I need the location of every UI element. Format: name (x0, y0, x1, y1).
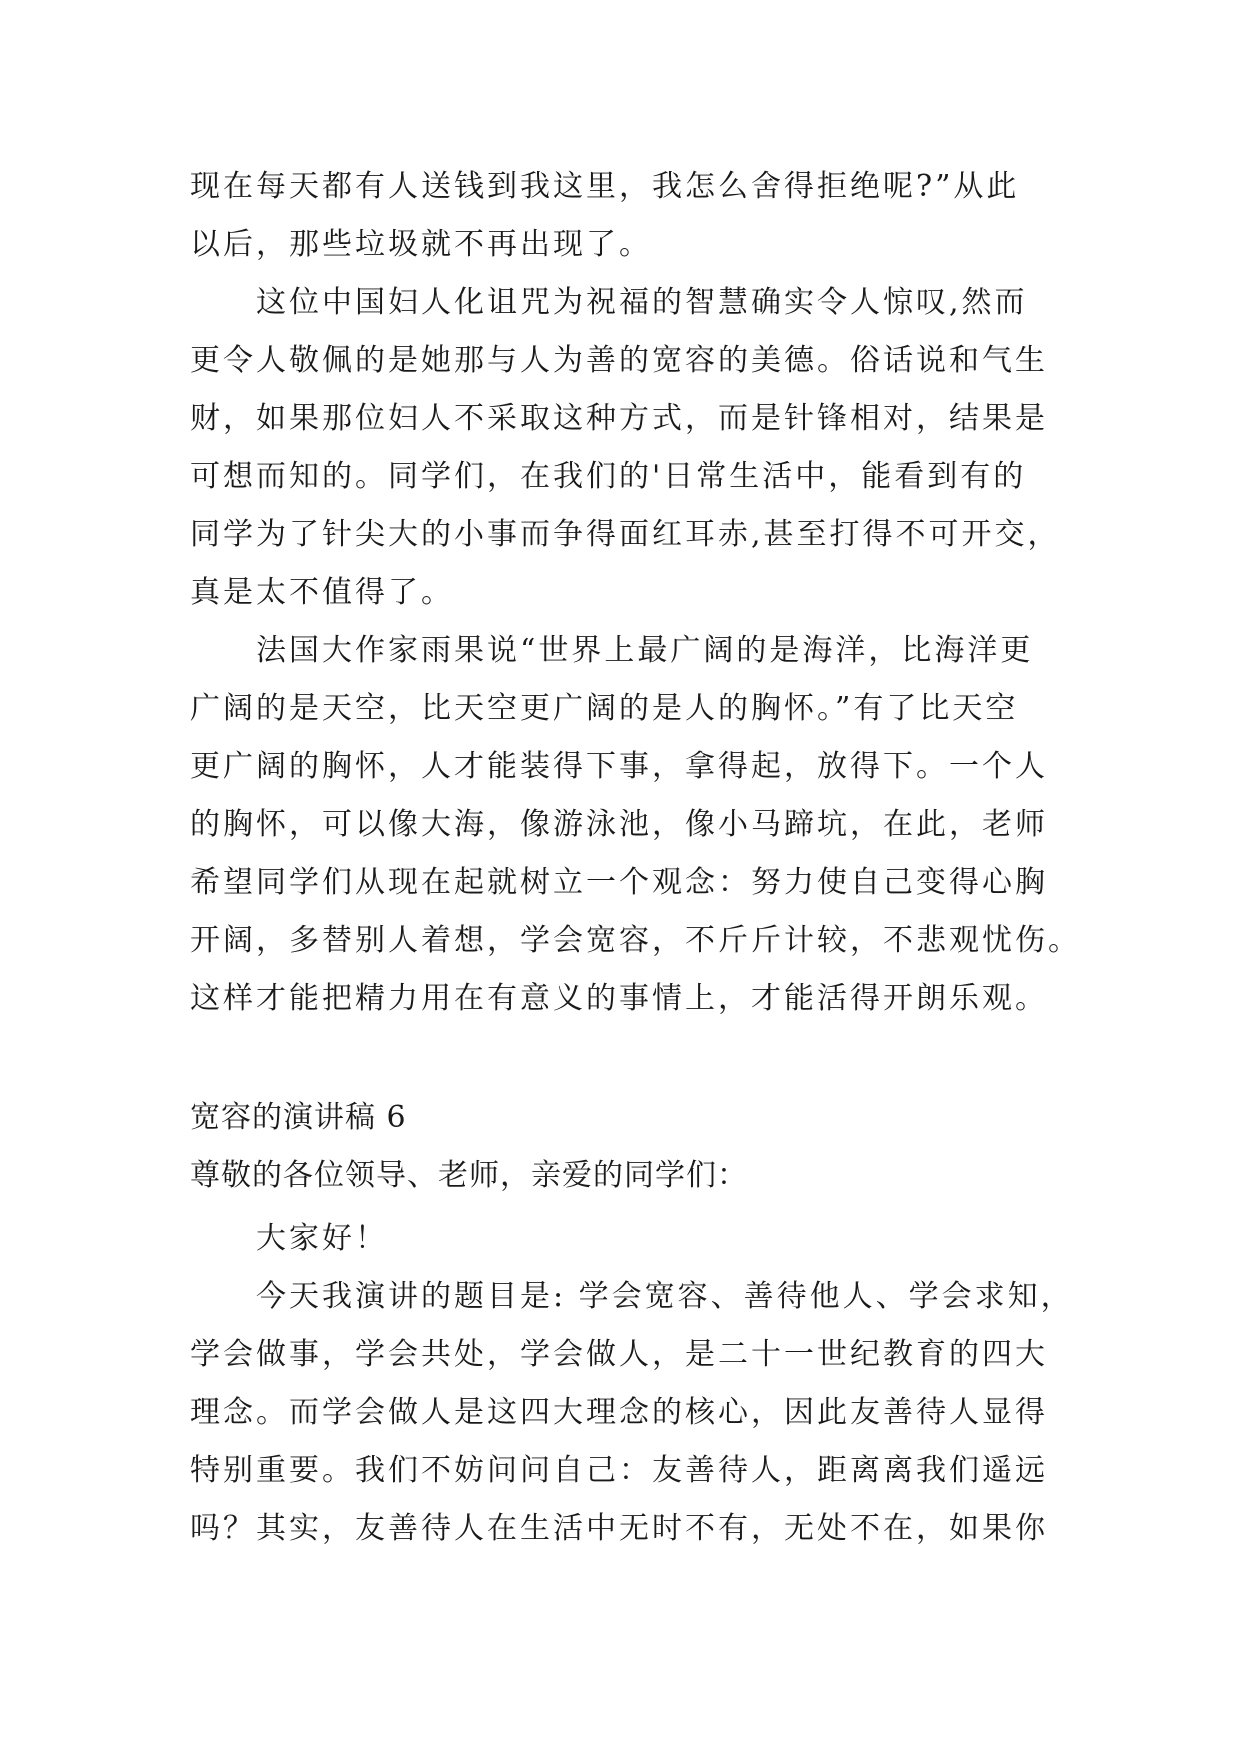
text-line: 这样才能把精力用在有意义的事情上，才能活得开朗乐观。 (190, 981, 1048, 1016)
text-line: 广阔的是天空，比天空更广阔的是人的胸怀。”有了比天空 (190, 691, 1019, 726)
body-text-lower (190, 1210, 1074, 1558)
text-line: 以后，那些垃圾就不再出现了。 (190, 227, 652, 262)
text-line: 可想而知的。同学们，在我们的'日常生活中，能看到有的 (190, 459, 1027, 494)
text-line: 特别重要。我们不妨问问自己：友善待人，距离离我们遥远 (190, 1453, 1048, 1488)
text-line: 更广阔的胸怀，人才能装得下事，拿得起，放得下。一个人 (190, 749, 1048, 784)
text-line: 法国大作家雨果说“世界上最广阔的是海洋，比海洋更 (256, 633, 1034, 668)
text-line: 开阔，多替别人着想，学会宽容，不斤斤计较，不悲观忧伤。 (190, 923, 1081, 958)
greeting: 大家好！ (256, 1221, 388, 1256)
body-text-upper (190, 158, 1081, 1028)
section-title: 宽容的演讲稿 6 (190, 1100, 407, 1135)
salutation: 尊敬的各位领导、老师，亲爱的同学们： (190, 1158, 748, 1193)
text-line: 吗？其实，友善待人在生活中无时不有，无处不在，如果你 (190, 1511, 1048, 1546)
text-line: 更令人敬佩的是她那与人为善的宽容的美德。俗话说和气生 (190, 343, 1048, 378)
text-line: 的胸怀，可以像大海，像游泳池，像小马蹄坑，在此，老师 (190, 807, 1048, 842)
text-line: 同学为了针尖大的小事而争得面红耳赤,甚至打得不可开交， (190, 517, 1061, 552)
text-line: 财，如果那位妇人不采取这种方式，而是针锋相对，结果是 (190, 401, 1048, 436)
text-line: 学会做事，学会共处，学会做人，是二十一世纪教育的四大 (190, 1337, 1048, 1372)
text-line: 希望同学们从现在起就树立一个观念：努力使自己变得心胸 (190, 865, 1048, 900)
text-line: 理念。而学会做人是这四大理念的核心，因此友善待人显得 (190, 1395, 1048, 1430)
section-header (190, 1089, 1070, 1205)
text-line: 这位中国妇人化诅咒为祝福的智慧确实令人惊叹,然而 (256, 285, 1028, 320)
text-line: 真是太不值得了。 (190, 575, 454, 610)
text-line: 今天我演讲的题目是: 学会宽容、善待他人、学会求知， (256, 1279, 1074, 1314)
text-line: 现在每天都有人送钱到我这里，我怎么舍得拒绝呢?”从此 (190, 169, 1020, 204)
